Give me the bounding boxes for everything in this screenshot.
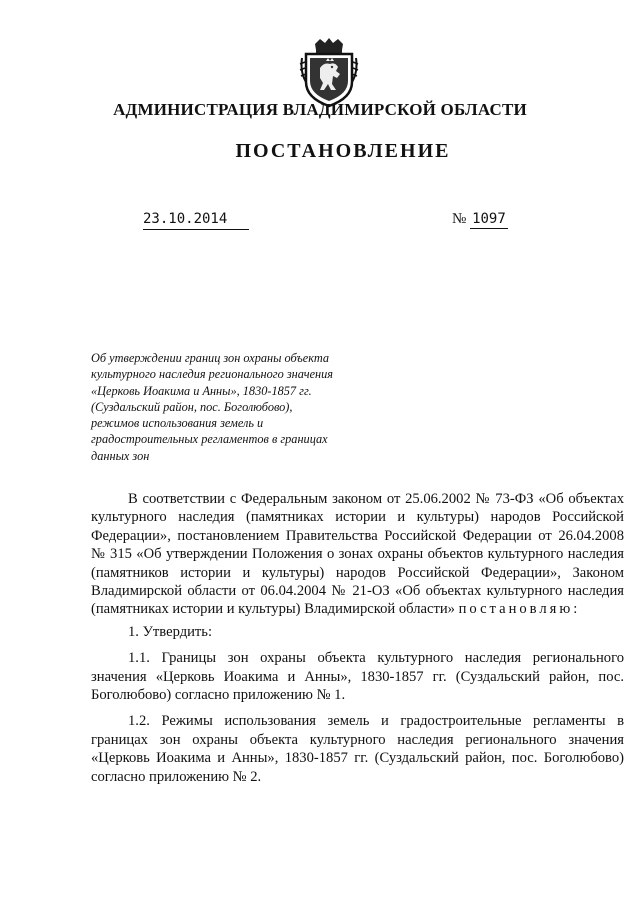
- subject-line: градостроительных регламентов в границах: [91, 432, 328, 447]
- item-1-2: 1.2. Режимы использования земель и градостроительные регламенты в границах зон охраны объекта культурного наследия регионального значения «Церковь Иоакима и Анны», 1830-1857 гг. (Суздальский район, пос. Боголюбово) согласно приложению № 2.: [91, 713, 624, 785]
- document-number: [452, 210, 508, 228]
- subject-line: Об утверждении границ зон охраны объекта: [91, 351, 330, 365]
- decree-word: постановляю:: [458, 601, 581, 618]
- document-type-heading: ПОСТАНОВЛЕНИЕ: [235, 140, 451, 162]
- subject-line: (Суздальский район, пос. Боголюбово),: [91, 399, 293, 414]
- subject-line: данных зон: [91, 448, 150, 463]
- subject-line: «Церковь Иоакима и Анны», 1830-1857 гг.: [91, 383, 312, 398]
- subject-line: режимов использования земель и: [91, 416, 264, 431]
- document-body: [91, 490, 624, 786]
- coat-of-arms-icon: [298, 38, 360, 108]
- preamble-text: В соответствии с Федеральным законом от 25.06.2002 № 73-ФЗ «Об объектах культурного наследия (памятниках истории и культуры) народов Российской Федерации», постановлением Правительства Российской Федерации от 26.04.2008 № 315 «Об утверждении Положения о зонах охраны объектов культурного наследия (памятников истории и культуры) народов Российской Федерации», Законом Владимирской области от 06.04.2004 № 21-ОЗ «Об объектах культурного наследия (памятниках истории и культуры) Владимирской области»: [91, 491, 624, 618]
- subject-line: культурного наследия регионального значения: [91, 367, 333, 382]
- document-subject: [91, 350, 349, 464]
- document-date: 23.10.2014: [143, 210, 249, 230]
- number-sign: №: [452, 211, 467, 227]
- organization-title: АДМИНИСТРАЦИЯ ВЛАДИМИРСКОЙ ОБЛАСТИ: [113, 100, 527, 119]
- number-value: 1097: [472, 211, 506, 227]
- item-1-1: 1.1. Границы зон охраны объекта культурного наследия регионального значения «Церковь Иоакима и Анны», 1830-1857 гг. (Суздальский район, пос. Боголюбово) согласно приложению № 1.: [91, 650, 624, 704]
- preamble-paragraph: [91, 490, 624, 619]
- item-1: 1. Утвердить:: [128, 623, 213, 640]
